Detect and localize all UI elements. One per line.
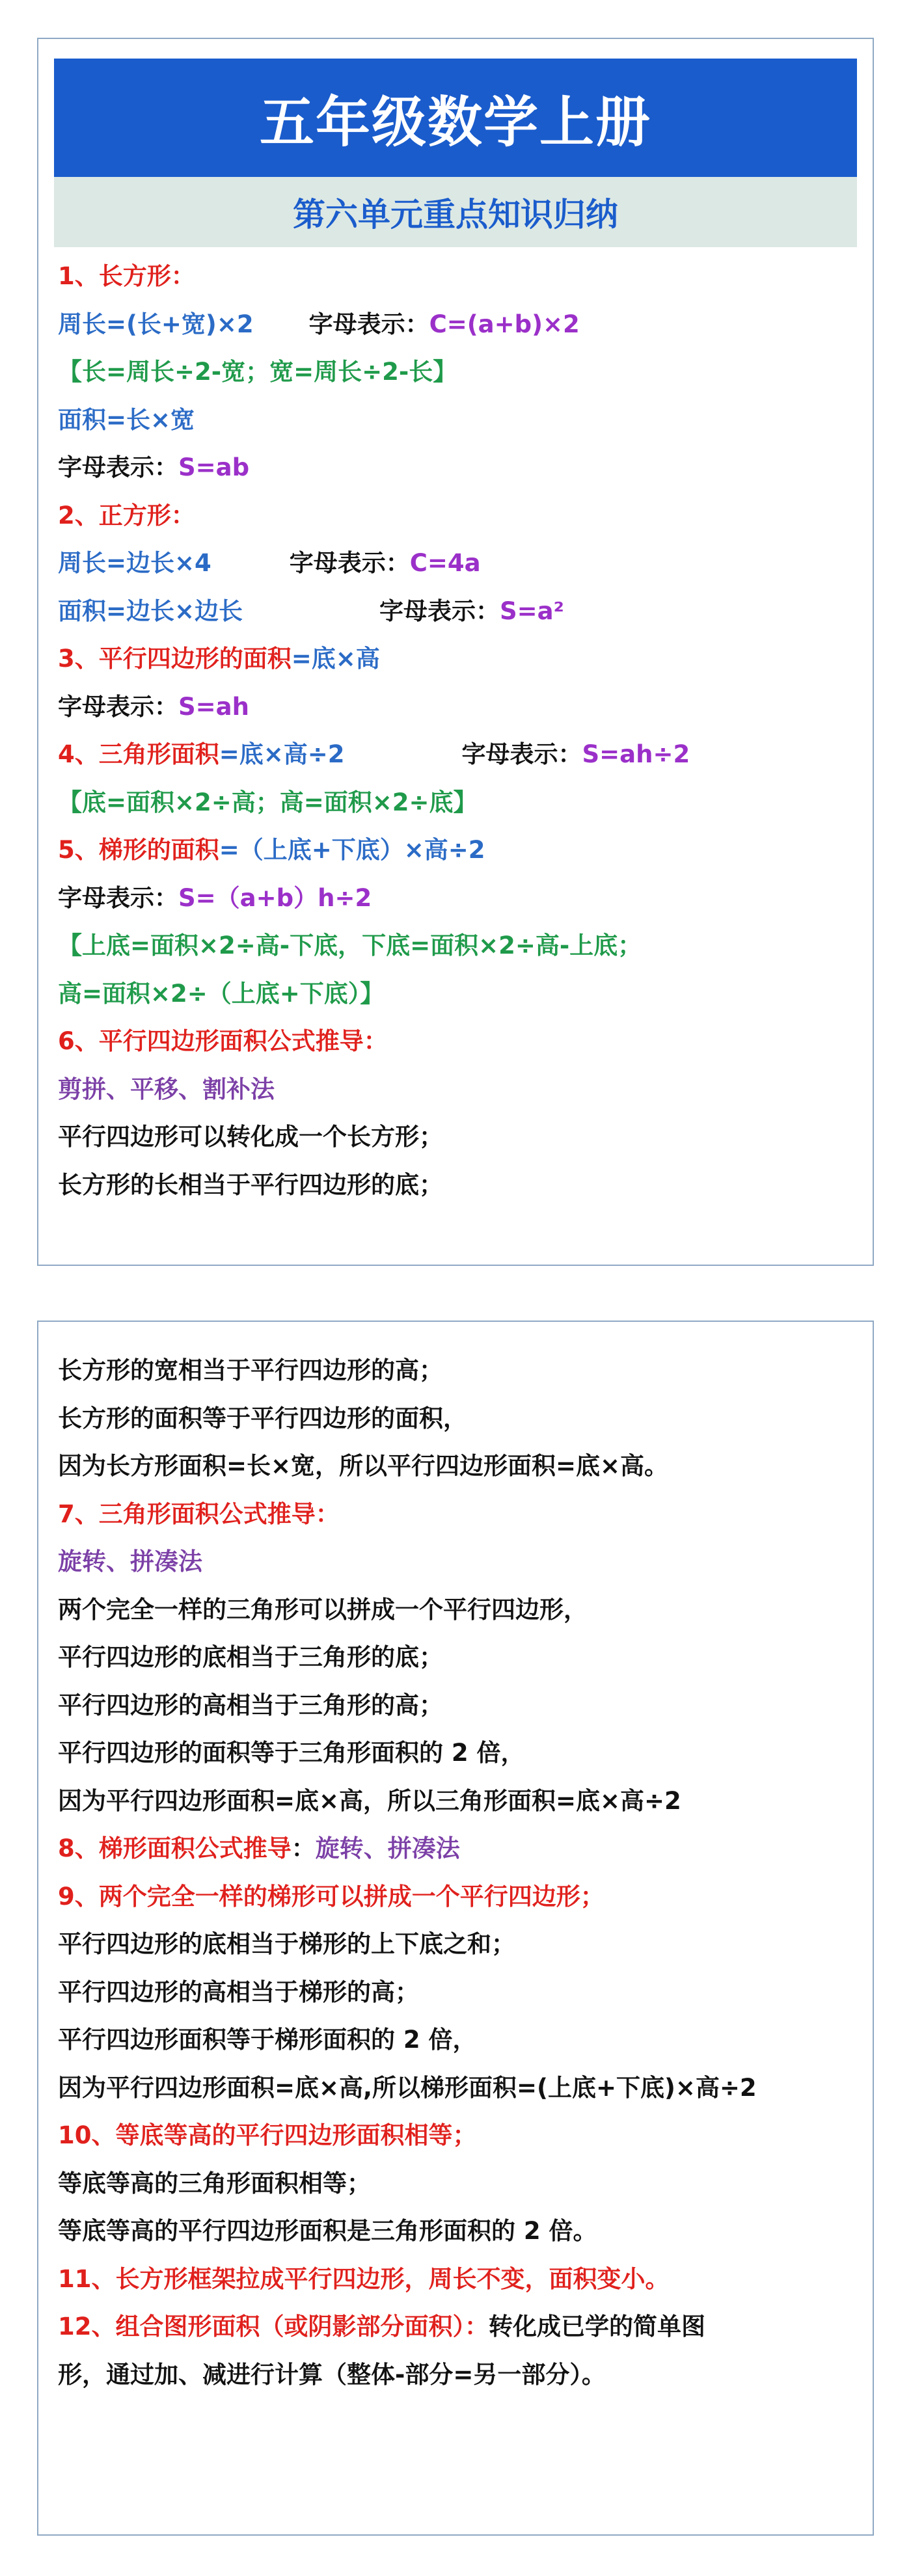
- page-title: 五年级数学上册: [259, 89, 651, 154]
- note-text-segment: S=ah: [178, 692, 249, 721]
- note-text-segment: 字母表示：: [308, 310, 429, 338]
- note-text-segment: 长方形的宽相当于平行四边形的高；: [58, 1356, 443, 1384]
- note-line: [58, 2016, 873, 2064]
- note-line: [58, 1113, 873, 1161]
- note-line: [58, 2064, 873, 2112]
- note-line: [58, 539, 873, 587]
- note-line: [58, 1777, 873, 1825]
- note-text-segment: 字母表示：: [289, 549, 410, 577]
- note-text-segment: 形，通过加、减进行计算（整体-部分=另一部分）。: [58, 2360, 606, 2389]
- note-text-segment: 旋转、拼凑法: [315, 1834, 460, 1862]
- note-text-segment: 面积=长×宽: [58, 405, 195, 434]
- notes-card-1: [37, 38, 874, 1266]
- note-line: [58, 348, 873, 396]
- note-line: [58, 1161, 873, 1209]
- note-line: [58, 2303, 873, 2351]
- note-line: [58, 301, 873, 349]
- note-line: [58, 683, 873, 731]
- note-text-segment: S=ah÷2: [582, 740, 690, 768]
- note-line: [58, 1347, 873, 1395]
- note-text-segment: S=（a+b）h÷2: [178, 883, 372, 912]
- note-text-segment: 两个完全一样的三角形可以拼成一个平行四边形，: [58, 1595, 588, 1624]
- note-text-segment: 等底等高的平行四边形面积是三角形面积的 2 倍。: [58, 2217, 597, 2245]
- note-text-segment: 平行四边形的底相当于梯形的上下底之和；: [58, 1930, 515, 1958]
- note-text-segment: S=ab: [178, 453, 250, 481]
- note-text-segment: 4、三角形面积: [58, 740, 219, 768]
- note-line: [58, 922, 873, 970]
- note-text-segment: 10、等底等高的平行四边形面积相等；: [58, 2121, 477, 2149]
- note-text-segment: 7、三角形面积公式推导：: [58, 1499, 340, 1528]
- note-line: [58, 635, 873, 683]
- note-text-segment: 因为平行四边形面积=底×高，所以三角形面积=底×高÷2: [58, 1786, 681, 1815]
- notes-list-2: [38, 1322, 873, 2398]
- note-line: [58, 1586, 873, 1634]
- note-text-segment: 字母表示：: [58, 883, 178, 912]
- note-text-segment: ：: [291, 1834, 316, 1862]
- note-text-segment: 12、组合图形面积（或阴影部分面积）：: [58, 2313, 489, 2341]
- note-line: [58, 1920, 873, 1968]
- note-text-segment: C=(a+b)×2: [429, 310, 580, 338]
- title-banner: [54, 59, 857, 177]
- note-text-segment: 剪拼、平移、割补法: [58, 1075, 275, 1103]
- note-line: [58, 396, 873, 444]
- note-text-segment: 平行四边形面积等于梯形面积的 2 倍，: [58, 2026, 477, 2054]
- note-text-segment: 长方形的面积等于平行四边形的面积，: [58, 1404, 467, 1432]
- note-text-segment: S=a²: [500, 597, 564, 625]
- note-line: [58, 1490, 873, 1538]
- note-text-segment: 【底=面积×2÷高；高=面积×2÷底】: [58, 788, 478, 816]
- note-text-segment: 字母表示：: [58, 453, 178, 481]
- note-text-segment: 长方形的长相当于平行四边形的底；: [58, 1170, 443, 1199]
- note-text-segment: C=4a: [409, 549, 481, 577]
- note-text-segment: 字母表示：: [58, 692, 178, 721]
- note-line: [58, 1968, 873, 2017]
- note-text-segment: 转化成已学的简单图: [489, 2313, 705, 2341]
- note-text-segment: 等底等高的三角形面积相等；: [58, 2169, 371, 2197]
- note-text-segment: 周长=(长+宽)×2: [58, 310, 254, 338]
- note-text-segment: 高=面积×2÷（上底+下底）】: [58, 979, 385, 1008]
- note-line: [58, 1633, 873, 1682]
- note-line: [58, 826, 873, 874]
- note-line: [58, 1729, 873, 1777]
- note-text-segment: 平行四边形的面积等于三角形面积的 2 倍，: [58, 1739, 525, 1767]
- note-text-segment: =（上底+下底）×高÷2: [219, 836, 485, 864]
- note-line: [58, 2207, 873, 2255]
- note-text-segment: =底×高÷2: [219, 740, 345, 768]
- note-line: [58, 1873, 873, 1921]
- note-line: [58, 1682, 873, 1730]
- note-text-segment: 面积=边长×边长: [58, 597, 243, 625]
- note-text-segment: 11、长方形框架拉成平行四边形，周长不变，面积变小。: [58, 2264, 670, 2293]
- note-text-segment: 字母表示：: [379, 597, 500, 625]
- note-line: [58, 779, 873, 827]
- note-text-segment: 平行四边形可以转化成一个长方形；: [58, 1123, 443, 1151]
- note-text-segment: 3、平行四边形的面积: [58, 645, 292, 673]
- note-text-segment: 【上底=面积×2÷高-下底，下底=面积×2÷高-上底；: [58, 932, 642, 959]
- subtitle-banner: [54, 177, 857, 247]
- note-text-segment: 旋转、拼凑法: [58, 1548, 202, 1576]
- note-text-segment: 1、长方形：: [58, 262, 195, 290]
- note-text-segment: 平行四边形的高相当于三角形的高；: [58, 1691, 443, 1719]
- note-text-segment: 5、梯形的面积: [58, 836, 219, 864]
- note-line: [58, 731, 873, 779]
- note-line: [58, 1066, 873, 1114]
- note-line: [58, 252, 873, 301]
- note-line: [58, 2112, 873, 2160]
- note-text-segment: 因为长方形面积=长×宽，所以平行四边形面积=底×高。: [58, 1452, 669, 1480]
- note-line: [58, 492, 873, 540]
- note-text-segment: 平行四边形的底相当于三角形的底；: [58, 1643, 443, 1671]
- note-text-segment: 因为平行四边形面积=底×高,所以梯形面积=(上底+下底)×高÷2: [58, 2073, 757, 2102]
- note-line: [58, 1017, 873, 1066]
- note-line: [58, 2255, 873, 2303]
- note-line: [58, 2160, 873, 2208]
- note-line: [58, 1442, 873, 1490]
- note-text-segment: 字母表示：: [461, 740, 582, 768]
- notes-card-2: [37, 1321, 874, 2536]
- note-text-segment: 2、正方形：: [58, 501, 195, 530]
- note-text-segment: =底×高: [291, 645, 380, 673]
- note-text-segment: 【长=周长÷2-宽；宽=周长÷2-长】: [58, 358, 457, 386]
- note-line: [58, 587, 873, 636]
- note-line: [58, 2351, 873, 2399]
- note-line: [58, 1395, 873, 1443]
- note-line: [58, 1825, 873, 1873]
- note-line: [58, 970, 873, 1018]
- note-line: [58, 874, 873, 922]
- notes-list-1: [38, 247, 873, 1209]
- note-text-segment: 6、平行四边形面积公式推导：: [58, 1027, 388, 1055]
- note-line: [58, 1538, 873, 1586]
- note-text-segment: 平行四边形的高相当于梯形的高；: [58, 1978, 419, 2006]
- note-text-segment: 周长=边长×4: [58, 549, 211, 577]
- note-text-segment: 9、两个完全一样的梯形可以拼成一个平行四边形；: [58, 1882, 605, 1911]
- note-text-segment: 8、梯形面积公式推导: [58, 1834, 292, 1862]
- page-subtitle: 第六单元重点知识归纳: [293, 196, 618, 234]
- note-line: [58, 444, 873, 492]
